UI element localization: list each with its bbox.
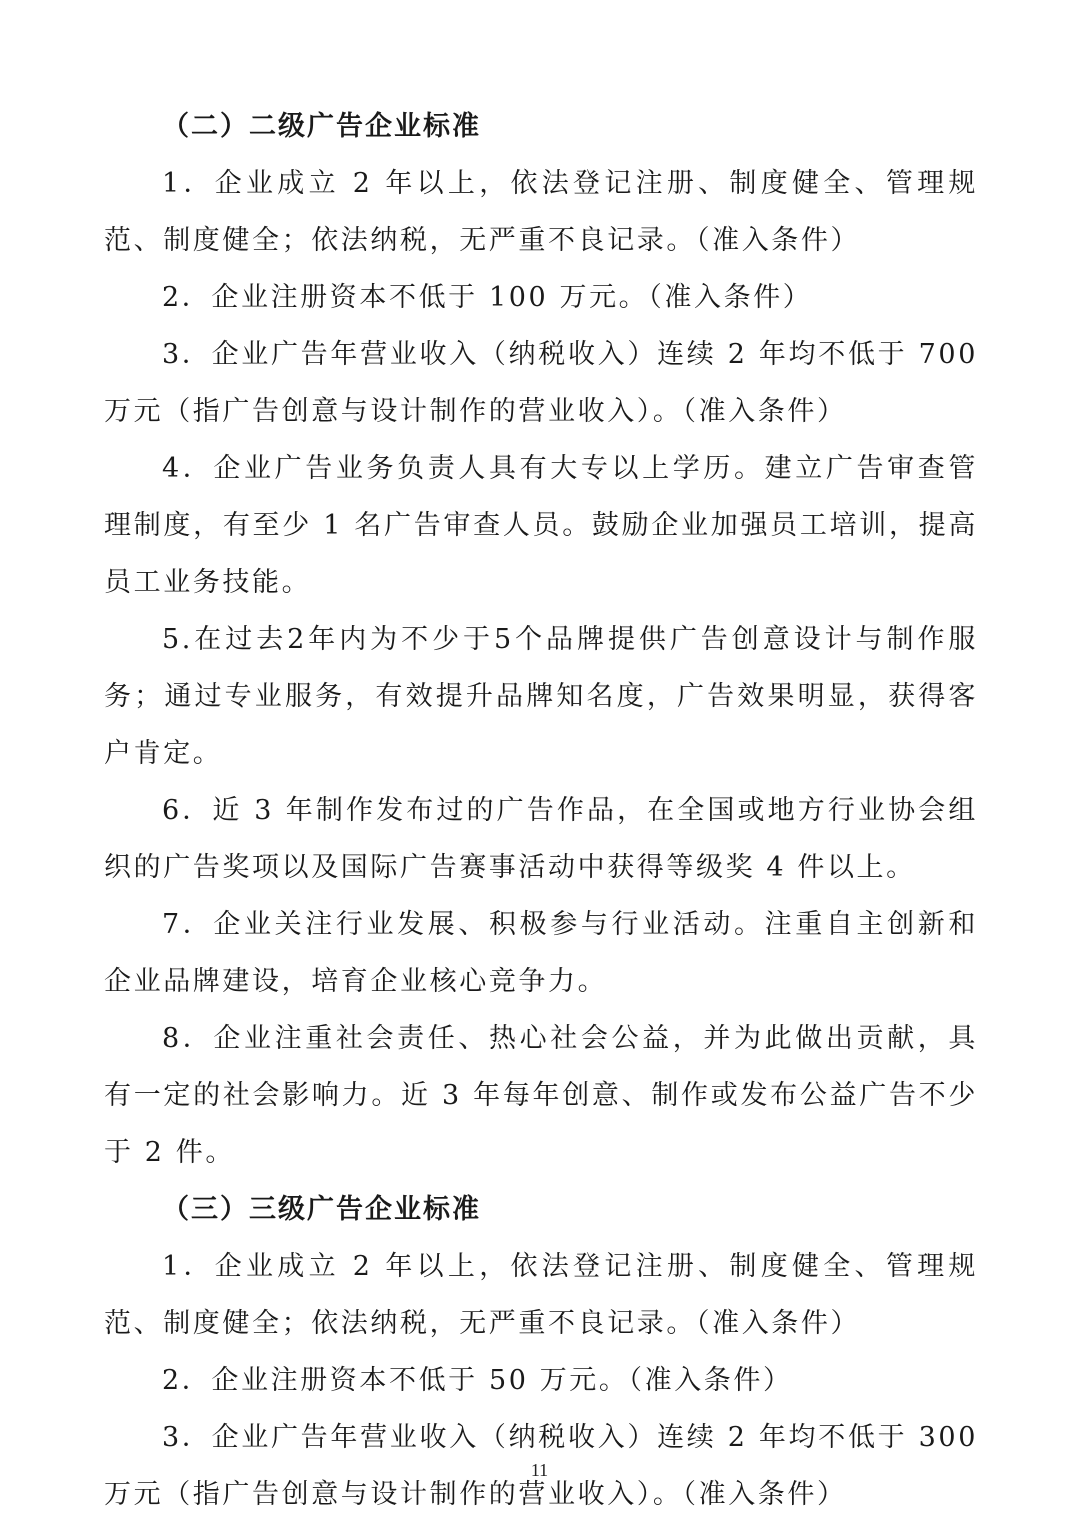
document-body: [104, 98, 978, 1523]
page-number: 11: [530, 1460, 549, 1480]
section-2-item-7: 7．企业关注行业发展、积极参与行业活动。注重自主创新和企业品牌建设，培育企业核心竞争力。: [104, 909, 978, 997]
section-2-item-2: 2．企业注册资本不低于 100 万元。（准入条件）: [162, 282, 813, 313]
section-3-item-1: 1．企业成立 2 年以上，依法登记注册、制度健全、管理规范、制度健全；依法纳税，无严重不良记录。（准入条件）: [104, 1251, 978, 1339]
section-heading-level-3: （三）三级广告企业标准: [162, 1194, 481, 1225]
section-3-item-2: 2．企业注册资本不低于 50 万元。（准入条件）: [162, 1365, 793, 1396]
section-2-item-6: 6．近 3 年制作发布过的广告作品，在全国或地方行业协会组织的广告奖项以及国际广告赛事活动中获得等级奖 4 件以上。: [104, 795, 978, 883]
section-3-item-3: 3．企业广告年营业收入（纳税收入）连续 2 年均不低于 300 万元（指广告创意与设计制作的营业收入）。（准入条件）: [104, 1422, 978, 1510]
section-2-item-4: 4．企业广告业务负责人具有大专以上学历。建立广告审查管理制度，有至少 1 名广告审查人员。鼓励企业加强员工培训，提高员工业务技能。: [104, 453, 978, 598]
section-2-item-1: 1．企业成立 2 年以上，依法登记注册、制度健全、管理规范、制度健全；依法纳税，无严重不良记录。（准入条件）: [104, 168, 978, 256]
section-2-item-5: 5.在过去2年内为不少于5个品牌提供广告创意设计与制作服务；通过专业服务，有效提升品牌知名度，广告效果明显，获得客户肯定。: [104, 624, 978, 769]
section-heading-level-2: （二）二级广告企业标准: [162, 111, 481, 142]
section-2-item-8: 8．企业注重社会责任、热心社会公益，并为此做出贡献，具有一定的社会影响力。近 3 年每年创意、制作或发布公益广告不少于 2 件。: [104, 1023, 978, 1168]
section-2-item-3: 3．企业广告年营业收入（纳税收入）连续 2 年均不低于 700 万元（指广告创意与设计制作的营业收入）。（准入条件）: [104, 339, 978, 427]
